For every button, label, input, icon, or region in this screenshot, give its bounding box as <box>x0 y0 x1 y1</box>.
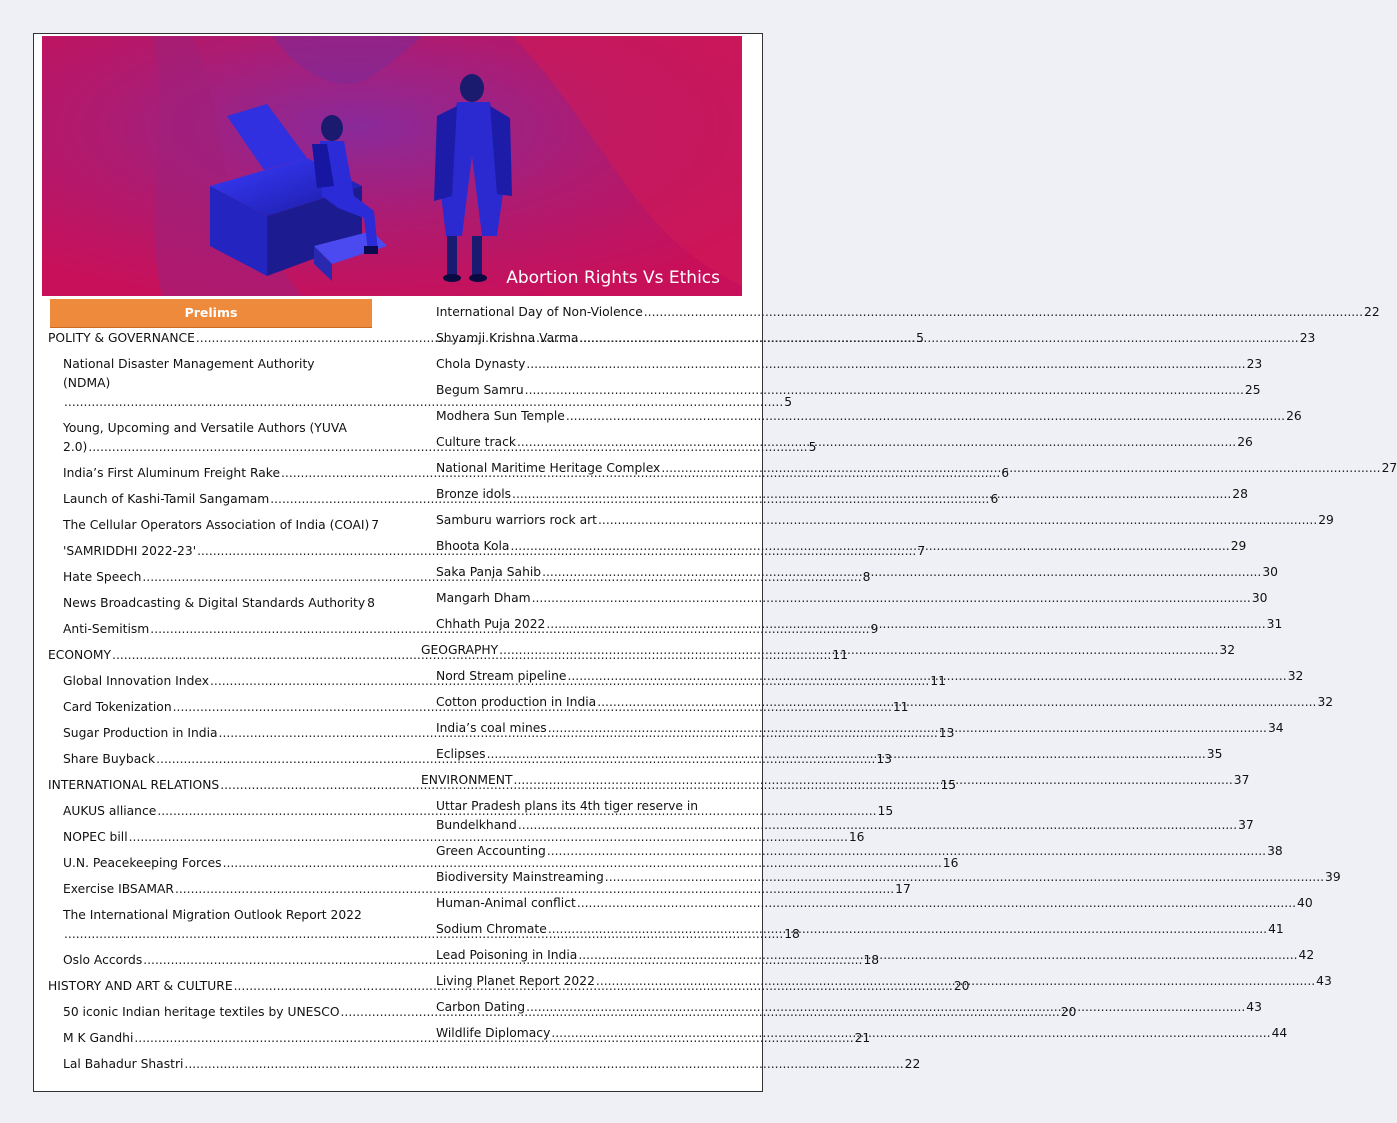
toc-entry-international-day-of-non-violence[interactable] <box>421 303 1380 322</box>
toc-entry-title: Card Tokenization <box>63 700 172 714</box>
toc-entry-exercise-ibsamar[interactable] <box>48 880 911 899</box>
toc-entry-title: ENVIRONMENT <box>421 773 513 787</box>
toc-page-number: 22 <box>904 1057 921 1071</box>
toc-page-number: 9 <box>870 622 879 636</box>
toc-entry-title: GEOGRAPHY <box>421 643 499 657</box>
dot-leader <box>548 920 1267 939</box>
toc-entry-title-continued: 2.0) <box>63 440 88 454</box>
dot-leader <box>596 972 1315 991</box>
toc-entry-title: News Broadcasting & Digital Standards Authority <box>63 596 366 610</box>
toc-entry-title: 'SAMRIDDHI 2022-23' <box>63 544 197 558</box>
toc-page-number: 5 <box>808 440 817 454</box>
toc-entry-shyamji-krishna-varma[interactable] <box>421 329 1316 348</box>
dot-leader <box>184 1055 903 1074</box>
dot-leader <box>566 407 1285 426</box>
toc-entry-title: Hate Speech <box>63 570 142 584</box>
dot-leader <box>514 771 1233 790</box>
cover-banner <box>42 36 742 296</box>
dot-leader <box>526 998 1245 1017</box>
toc-page-number: 25 <box>1244 383 1261 397</box>
toc-entry-title: Modhera Sun Temple <box>436 409 565 423</box>
toc-page-number: 26 <box>1286 409 1302 423</box>
toc-page-number: 27 <box>1381 461 1397 475</box>
dot-leader <box>597 693 1316 712</box>
toc-entry-title: AUKUS alliance <box>63 804 157 818</box>
toc-page-number: 23 <box>1246 357 1263 371</box>
toc-entry-title: India’s First Aluminum Freight Rake <box>63 466 281 480</box>
toc-entry-title: Share Buyback <box>63 752 156 766</box>
toc-page-number: 11 <box>832 648 848 662</box>
toc-page-number: 30 <box>1251 591 1268 605</box>
toc-entry-mangarh-dham[interactable] <box>421 589 1268 608</box>
toc-entry-news-broadcasting-digital-standards-authority[interactable] <box>48 594 375 613</box>
toc-entry-title: ECONOMY <box>48 648 112 662</box>
toc-entry-title: Exercise IBSAMAR <box>63 882 174 896</box>
toc-page-number: 26 <box>1237 435 1253 449</box>
toc-entry-title: Carbon Dating <box>436 1000 526 1014</box>
toc-page-number: 41 <box>1268 922 1284 936</box>
toc-entry-title: POLITY & GOVERNANCE <box>48 331 195 345</box>
dot-leader <box>517 433 1236 452</box>
dot-leader <box>526 355 1245 374</box>
toc-page-number: 32 <box>1317 695 1334 709</box>
dot-leader <box>578 946 1297 965</box>
toc-page-number: 38 <box>1267 844 1283 858</box>
dot-leader <box>644 303 1363 322</box>
toc-entry-title: 50 iconic Indian heritage textiles by UNESCO <box>63 1005 340 1019</box>
toc-entry-title: The Cellular Operators Association of India (COAI) <box>63 518 370 532</box>
toc-page-number: 13 <box>876 752 893 766</box>
dot-leader <box>579 329 1298 348</box>
dot-leader <box>525 381 1244 400</box>
dot-leader <box>577 894 1296 913</box>
toc-page-number: 6 <box>1001 466 1010 480</box>
toc-page-number: 17 <box>895 882 911 896</box>
toc-entry-title: Global Innovation Index <box>63 674 210 688</box>
toc-page-number: 42 <box>1298 948 1315 962</box>
toc-entry-title: Young, Upcoming and Versatile Authors (YUVA <box>63 421 347 435</box>
toc-entry-title: Green Accounting <box>436 844 546 858</box>
toc-page-number: 11 <box>892 700 909 714</box>
toc-entry-title: Sugar Production in India <box>63 726 218 740</box>
toc-page-number: 18 <box>863 953 880 967</box>
toc-entry-title: Bhoota Kola <box>436 539 510 553</box>
dot-leader <box>605 868 1324 887</box>
toc-page-number: 22 <box>1364 305 1380 319</box>
dot-leader <box>499 641 1218 660</box>
toc-entry-chhath-puja-2022[interactable] <box>421 615 1283 634</box>
toc-page-number: 15 <box>940 778 957 792</box>
toc-entry-title: Wildlife Diplomacy <box>436 1026 551 1040</box>
dot-leader <box>547 842 1266 861</box>
toc-entry-biodiversity-mainstreaming[interactable] <box>421 868 1341 887</box>
toc-page-number: 21 <box>854 1031 871 1045</box>
toc-page-number: 18 <box>784 927 800 941</box>
toc-page-number: 16 <box>942 856 959 870</box>
toc-page-number: 7 <box>371 518 380 532</box>
toc-entry-title: INTERNATIONAL RELATIONS <box>48 778 220 792</box>
toc-entry-bronze-idols[interactable] <box>421 485 1248 504</box>
toc-entry-title: Anti-Semitism <box>63 622 150 636</box>
dot-leader <box>551 1024 1270 1043</box>
toc-entry-title: Oslo Accords <box>63 953 143 967</box>
toc-entry-title: Saka Panja Sahib <box>436 565 542 579</box>
toc-entry-title: Launch of Kashi-Tamil Sangamam <box>63 492 270 506</box>
toc-page-number: 29 <box>1230 539 1247 553</box>
toc-entry-title: Lal Bahadur Shastri <box>63 1057 184 1071</box>
toc-page-number: 34 <box>1267 721 1284 735</box>
toc-entry-title: Shyamji Krishna Varma <box>436 331 579 345</box>
toc-entry-title: India’s coal mines <box>436 721 547 735</box>
toc-entry-title: Culture track <box>436 435 516 449</box>
toc-entry-title: The International Migration Outlook Report 2022 <box>63 908 362 922</box>
toc-page-number: 23 <box>1299 331 1316 345</box>
dot-leader <box>518 816 1237 835</box>
toc-page-number: 37 <box>1233 773 1250 787</box>
toc-page-number: 32 <box>1287 669 1304 683</box>
toc-entry-lal-bahadur-shastri[interactable] <box>48 1055 921 1074</box>
toc-entry-human-animal-conflict[interactable] <box>421 894 1313 913</box>
toc-page-number: 30 <box>1262 565 1278 579</box>
toc-page-number: 8 <box>862 570 871 584</box>
toc-entry-title: U.N. Peacekeeping Forces <box>63 856 222 870</box>
toc-entry-living-planet-report-2022[interactable] <box>421 972 1332 991</box>
toc-page-number: 11 <box>930 674 946 688</box>
toc-entry-title: Eclipses <box>436 747 486 761</box>
toc-page-number: 7 <box>917 544 926 558</box>
dot-leader <box>546 615 1265 634</box>
toc-page-number: 8 <box>367 596 375 610</box>
dot-leader <box>510 537 1229 556</box>
banner-title: Abortion Rights Vs Ethics <box>506 268 720 288</box>
toc-page-number: 43 <box>1246 1000 1262 1014</box>
toc-page-number: 15 <box>877 804 894 818</box>
toc-page-number: 20 <box>1060 1005 1077 1019</box>
toc-entry-title: National Maritime Heritage Complex <box>436 461 661 475</box>
toc-page-number: 6 <box>990 492 999 506</box>
toc-entry-title: Sodium Chromate <box>436 922 547 936</box>
toc-page-number: 40 <box>1297 896 1313 910</box>
toc-page-number: 43 <box>1316 974 1332 988</box>
toc-entry-title: NOPEC bill <box>63 830 128 844</box>
toc-entry-u-n-peacekeeping-forces[interactable] <box>48 854 959 873</box>
toc-page-number: 13 <box>938 726 955 740</box>
banner-illustration <box>42 36 742 296</box>
toc-entry-title: Human-Animal conflict <box>436 896 576 910</box>
toc-entry-begum-samru[interactable] <box>421 381 1261 400</box>
toc-entry-title: Nord Stream pipeline <box>436 669 567 683</box>
toc-entry-green-accounting[interactable] <box>421 842 1283 861</box>
toc-entry-title: Begum Samru <box>436 383 524 397</box>
toc-entry-chola-dynasty[interactable] <box>421 355 1263 374</box>
toc-entry-title: National Disaster Management Authority (NDMA) <box>63 357 315 390</box>
dot-leader <box>661 459 1380 478</box>
toc-page-number: 44 <box>1271 1026 1288 1040</box>
dot-leader <box>542 563 1261 582</box>
toc-page-number: 5 <box>916 331 924 345</box>
toc-entry-the-cellular-operators-association-of-india-coai[interactable] <box>48 516 380 535</box>
toc-entry-title: Living Planet Report 2022 <box>436 974 595 988</box>
toc-page-number: 28 <box>1232 487 1248 501</box>
dot-leader <box>548 719 1267 738</box>
toc-entry-title: M K Gandhi <box>63 1031 134 1045</box>
dot-leader <box>512 485 1231 504</box>
toc-entry-title: Mangarh Dham <box>436 591 531 605</box>
toc-page-number: 31 <box>1266 617 1283 631</box>
toc-entry-title-continued: Bundelkhand <box>436 818 517 832</box>
toc-entry-title: Cotton production in India <box>436 695 597 709</box>
toc-page-number: 16 <box>848 830 865 844</box>
toc-entry-modhera-sun-temple[interactable] <box>421 407 1302 426</box>
toc-entry-samburu-warriors-rock-art[interactable] <box>421 511 1334 530</box>
toc-page-number: 39 <box>1325 870 1341 884</box>
dot-leader <box>567 667 1286 686</box>
toc-entry-title: Uttar Pradesh plans its 4th tiger reserve in <box>436 799 699 813</box>
dot-leader <box>487 745 1206 764</box>
toc-entry-bhoota-kola[interactable] <box>421 537 1247 556</box>
toc-entry-title: International Day of Non-Violence <box>436 305 643 319</box>
toc-page-number: 35 <box>1206 747 1223 761</box>
toc-entry-title: Chhath Puja 2022 <box>436 617 546 631</box>
toc-entry-title: Bronze idols <box>436 487 512 501</box>
toc-page-number: 20 <box>953 979 970 993</box>
section-header-prelims: Prelims <box>50 299 372 328</box>
toc-page-number: 5 <box>784 395 793 409</box>
toc-entry-title: Chola Dynasty <box>436 357 526 371</box>
toc-entry-title: Lead Poisoning in India <box>436 948 578 962</box>
toc-entry-culture-track[interactable] <box>421 433 1253 452</box>
toc-page-number: 37 <box>1238 818 1254 832</box>
toc-entry-national-maritime-heritage-complex[interactable] <box>421 459 1397 478</box>
toc-entry-saka-panja-sahib[interactable] <box>421 563 1278 582</box>
dot-leader <box>598 511 1317 530</box>
toc-page-number: 29 <box>1318 513 1334 527</box>
toc-entry-title: HISTORY AND ART & CULTURE <box>48 979 233 993</box>
dot-leader <box>532 589 1251 608</box>
toc-page-number: 32 <box>1219 643 1236 657</box>
toc-entry-nopec-bill[interactable] <box>48 828 865 847</box>
toc-entry-title: Samburu warriors rock art <box>436 513 597 527</box>
toc-entry-title: Biodiversity Mainstreaming <box>436 870 604 884</box>
